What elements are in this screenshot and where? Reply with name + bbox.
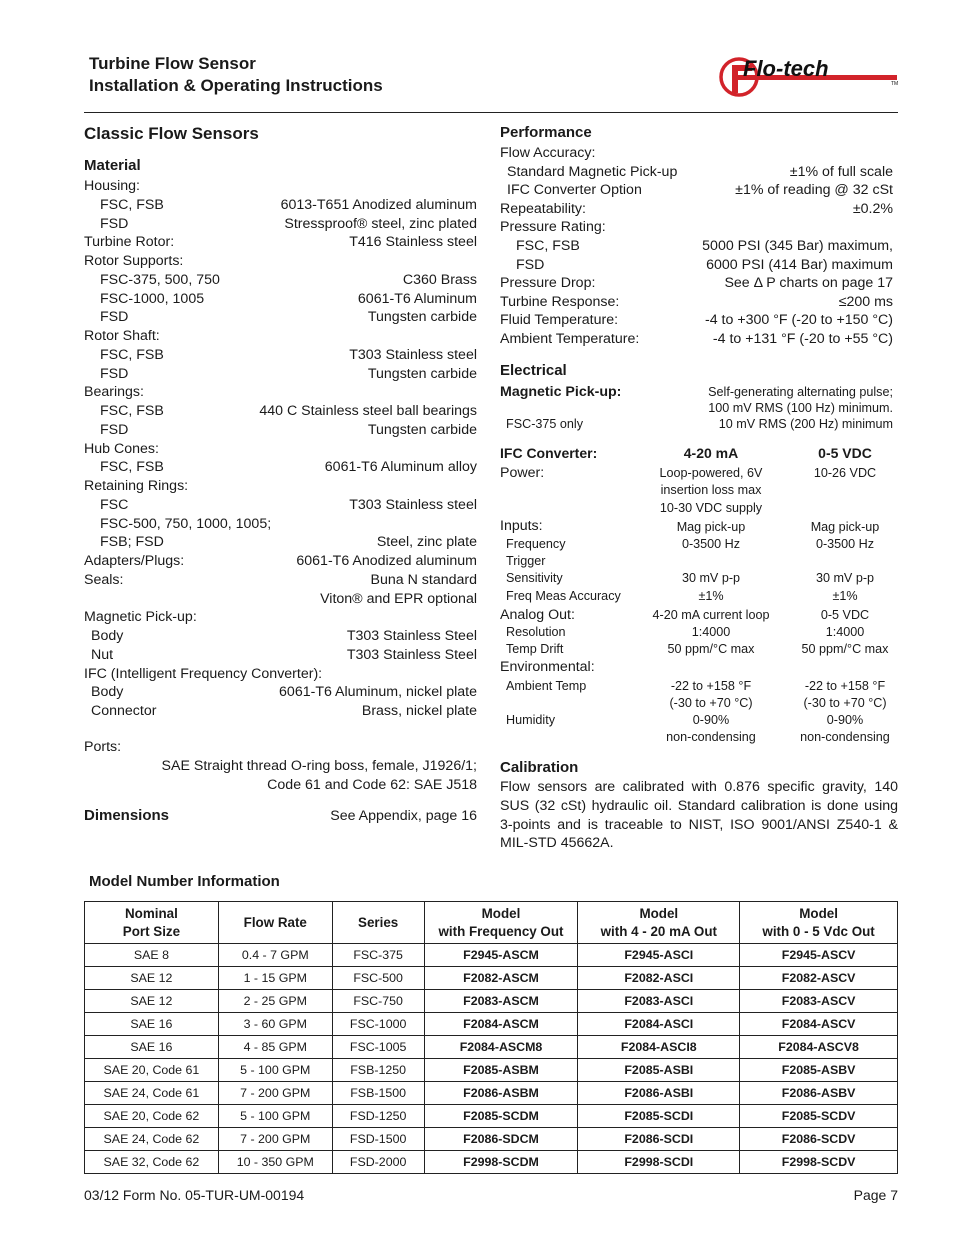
- material-label: Rotor Supports:: [84, 253, 184, 269]
- performance-value: -4 to +131 °F (-20 to +55 °C): [712, 331, 893, 347]
- table-cell: SAE 12: [85, 990, 219, 1013]
- ifc-value: Loop-powered, 6V: [659, 466, 763, 480]
- ifc-value: (-30 to +70 °C): [803, 696, 887, 710]
- ifc-value: 1:4000: [691, 625, 731, 639]
- table-cell: 2 - 25 GPM: [218, 990, 332, 1013]
- table-row: [85, 1105, 898, 1128]
- material-value: T416 Stainless steel: [349, 234, 477, 251]
- material-value: T303 Stainless steel: [349, 346, 477, 363]
- table-row: [85, 1013, 898, 1036]
- material-value: Steel, zinc plate: [376, 534, 477, 551]
- material-label: FSD: [100, 365, 129, 382]
- table-row: [85, 944, 898, 967]
- table-cell: 1 - 15 GPM: [218, 967, 332, 990]
- material-value: T303 Stainless Steel: [346, 628, 477, 644]
- table-cell: F2084-ASCV: [740, 1013, 898, 1036]
- table-cell: SAE 12: [85, 967, 219, 990]
- table-row: [85, 1059, 898, 1082]
- table-cell: F2086-ASBM: [424, 1082, 578, 1105]
- table-cell: FSD-2000: [332, 1151, 424, 1174]
- ifc-value: 50 ppm/°C max: [801, 642, 889, 656]
- table-cell: F2082-ASCI: [578, 967, 740, 990]
- material-value: Tungsten carbide: [367, 309, 477, 326]
- material-label: FSC, FSB: [100, 346, 164, 363]
- material-value: 6061-T6 Aluminum: [357, 290, 477, 307]
- ifc-value: -22 to +158 °F: [804, 679, 886, 693]
- table-cell: SAE 20, Code 62: [85, 1105, 219, 1128]
- table-body: [85, 944, 898, 1174]
- table-cell: SAE 8: [85, 944, 219, 967]
- material-label: Retaining Rings:: [84, 478, 189, 494]
- ports-line-1: SAE Straight thread O-ring boss, female, J1926/1;: [161, 758, 477, 774]
- power-label: Power:: [500, 465, 545, 481]
- table-cell: F2085-SCDV: [740, 1105, 898, 1128]
- fsc375-value: 10 mV RMS (200 Hz) minimum: [718, 417, 893, 431]
- table-cell: F2085-ASBI: [578, 1059, 740, 1082]
- table-cell: F2086-ASBI: [578, 1082, 740, 1105]
- table-row: [85, 1036, 898, 1059]
- table-cell: 4 - 85 GPM: [218, 1036, 332, 1059]
- table-cell: F2084-ASCI8: [578, 1036, 740, 1059]
- column-header-line-2: Port Size: [122, 923, 181, 939]
- material-label: Body: [91, 684, 124, 701]
- ifc-value: 10-30 VDC supply: [659, 501, 763, 515]
- performance-label: Repeatability:: [500, 200, 586, 217]
- ifc-col-1-header: 4-20 mA: [683, 445, 739, 461]
- column-header-line-1: Flow Rate: [243, 914, 307, 930]
- ifc-value: 0-90%: [826, 713, 864, 727]
- performance-label: IFC Converter Option: [507, 182, 642, 199]
- performance-label: FSC, FSB: [516, 238, 580, 254]
- column-header: [218, 902, 332, 944]
- ports-label: Ports:: [84, 739, 122, 755]
- material-label: Bearings:: [84, 384, 144, 401]
- electrical-heading: Electrical: [500, 362, 567, 379]
- table-row: [85, 1082, 898, 1105]
- table-cell: SAE 20, Code 61: [85, 1059, 219, 1082]
- title-line-1: Turbine Flow Sensor: [89, 54, 256, 73]
- material-label: Seals:: [84, 571, 124, 588]
- table-cell: F2082-ASCV: [740, 967, 898, 990]
- freq-accuracy-label: Freq Meas Accuracy: [506, 589, 621, 603]
- ifc-value: 30 mV p-p: [681, 571, 741, 585]
- material-value: Tungsten carbide: [367, 365, 477, 382]
- performance-value: 6000 PSI (414 Bar) maximum: [706, 256, 893, 273]
- ifc-value: insertion loss max: [660, 483, 762, 497]
- table-cell: SAE 16: [85, 1036, 219, 1059]
- fsc375-label: FSC-375 only: [506, 417, 583, 431]
- ifc-col-2-header: 0-5 VDC: [818, 445, 872, 461]
- material-value: 6061-T6 Aluminum, nickel plate: [279, 684, 477, 701]
- trigger-label: Trigger: [506, 554, 546, 568]
- performance-value: ±1% of reading @ 32 cSt: [735, 182, 893, 199]
- material-label: Hub Cones:: [84, 440, 159, 457]
- table-cell: F2085-SCDI: [578, 1105, 740, 1128]
- ifc-value: ±1%: [832, 589, 858, 603]
- material-label: Magnetic Pick-up:: [84, 609, 197, 626]
- table-cell: 7 - 200 GPM: [218, 1082, 332, 1105]
- footer-form-number: 03/12 Form No. 05-TUR-UM-00194: [84, 1187, 305, 1203]
- ports-line-2: Code 61 and Code 62: SAE J518: [267, 777, 477, 793]
- ifc-value: non-condensing: [800, 730, 890, 744]
- column-header-line-2: with 0 - 5 Vdc Out: [762, 923, 875, 939]
- table-cell: F2085-ASBV: [740, 1059, 898, 1082]
- table-cell: FSB-1500: [332, 1082, 424, 1105]
- column-header-line-1: Model: [481, 905, 521, 921]
- material-label: Adapters/Plugs:: [84, 553, 185, 569]
- column-header-line-1: Model: [639, 905, 679, 921]
- footer-page-number: Page 7: [853, 1187, 898, 1203]
- material-label: FSD: [100, 421, 129, 438]
- table-row: [85, 1128, 898, 1151]
- column-header-line-1: Nominal: [125, 905, 178, 921]
- table-cell: SAE 24, Code 62: [85, 1128, 219, 1151]
- table-cell: F2945-ASCV: [740, 944, 898, 967]
- column-header: [578, 902, 740, 944]
- table-cell: F2083-ASCI: [578, 990, 740, 1013]
- ifc-value: -22 to +158 °F: [670, 679, 752, 693]
- ifc-value: 4-20 mA current loop: [652, 608, 770, 622]
- column-header-line-2: with Frequency Out: [438, 923, 564, 939]
- table-cell: SAE 24, Code 61: [85, 1082, 219, 1105]
- ifc-value: 10-26 VDC: [813, 466, 877, 480]
- resolution-label: Resolution: [506, 625, 566, 639]
- table-row: [85, 990, 898, 1013]
- material-label: FSC: [100, 496, 129, 513]
- header-rule: [84, 112, 898, 113]
- performance-label: Ambient Temperature:: [500, 331, 640, 347]
- analog-out-label: Analog Out:: [500, 607, 575, 623]
- performance-value: ±0.2%: [852, 200, 893, 217]
- material-label: Nut: [91, 646, 114, 663]
- material-value: Buna N standard: [370, 571, 477, 588]
- ifc-value: 0-3500 Hz: [681, 537, 741, 551]
- title-line-2: Installation & Operating Instructions: [89, 76, 383, 95]
- ifc-value: 50 ppm/°C max: [667, 642, 755, 656]
- material-value: Stressproof® steel, zinc plated: [284, 215, 477, 232]
- model-number-table: [84, 901, 898, 1174]
- table-cell: F2945-ASCI: [578, 944, 740, 967]
- ifc-value: 0-5 VDC: [820, 608, 870, 622]
- flo-tech-logo: [719, 55, 899, 99]
- table-cell: F2084-ASCM: [424, 1013, 578, 1036]
- table-cell: FSC-1000: [332, 1013, 424, 1036]
- material-value: 6013-T651 Anodized aluminum: [280, 196, 477, 213]
- table-cell: F2086-SCDV: [740, 1128, 898, 1151]
- performance-value: ±1% of full scale: [789, 163, 893, 180]
- table-row: [85, 1151, 898, 1174]
- frequency-label: Frequency: [506, 537, 566, 551]
- mag-pickup-line-2: 100 mV RMS (100 Hz) minimum.: [708, 401, 893, 415]
- material-label: Housing:: [84, 178, 140, 194]
- table-cell: F2945-ASCM: [424, 944, 578, 967]
- table-cell: 7 - 200 GPM: [218, 1128, 332, 1151]
- material-value: T303 Stainless Steel: [346, 646, 477, 663]
- environmental-label: Environmental:: [500, 659, 595, 675]
- material-label: FSC-375, 500, 750: [100, 271, 220, 288]
- ifc-value: 1:4000: [825, 625, 865, 639]
- ifc-value: 0-90%: [692, 713, 730, 727]
- material-label: FSC, FSB: [100, 196, 164, 213]
- table-cell: SAE 16: [85, 1013, 219, 1036]
- humidity-label: Humidity: [506, 713, 555, 727]
- performance-heading: Performance: [500, 124, 592, 141]
- column-header-line-2: with 4 - 20 mA Out: [600, 923, 717, 939]
- material-label: Rotor Shaft:: [84, 328, 160, 344]
- material-value: C360 Brass: [402, 271, 477, 288]
- performance-label: Pressure Drop:: [500, 275, 596, 292]
- table-cell: F2084-ASCM8: [424, 1036, 578, 1059]
- table-cell: FSC-1005: [332, 1036, 424, 1059]
- mag-pickup-line-1: Self-generating alternating pulse;: [708, 385, 893, 399]
- material-value: T303 Stainless steel: [349, 496, 477, 513]
- performance-label: FSD: [516, 256, 545, 273]
- material-value: 440 C Stainless steel ball bearings: [259, 403, 477, 419]
- table-cell: SAE 32, Code 62: [85, 1151, 219, 1174]
- performance-label: Pressure Rating:: [500, 219, 606, 236]
- ifc-value: ±1%: [698, 589, 724, 603]
- material-label: Connector: [91, 703, 157, 719]
- ifc-value: 30 mV p-p: [815, 571, 875, 585]
- table-cell: 0.4 - 7 GPM: [218, 944, 332, 967]
- material-label: Body: [91, 628, 124, 644]
- ifc-value: Mag pick-up: [676, 520, 746, 534]
- table-cell: 10 - 350 GPM: [218, 1151, 332, 1174]
- inputs-label: Inputs:: [500, 518, 543, 534]
- ifc-value: non-condensing: [666, 730, 756, 744]
- table-cell: F2084-ASCV8: [740, 1036, 898, 1059]
- document-title: [89, 53, 383, 97]
- table-cell: F2085-ASBM: [424, 1059, 578, 1082]
- table-header-row: [85, 902, 898, 944]
- column-header-line-1: Series: [358, 914, 399, 930]
- table-cell: FSC-750: [332, 990, 424, 1013]
- performance-label: Fluid Temperature:: [500, 312, 619, 329]
- table-cell: FSC-375: [332, 944, 424, 967]
- column-header: [424, 902, 578, 944]
- material-label: FSC, FSB: [100, 403, 164, 419]
- dimensions-value: See Appendix, page 16: [330, 808, 477, 824]
- table-row: [85, 967, 898, 990]
- table-cell: 5 - 100 GPM: [218, 1059, 332, 1082]
- material-value: Viton® and EPR optional: [320, 590, 477, 607]
- table-cell: FSB-1250: [332, 1059, 424, 1082]
- temp-drift-label: Temp Drift: [506, 642, 564, 656]
- material-label: FSC-1000, 1005: [100, 290, 205, 307]
- table-cell: 5 - 100 GPM: [218, 1105, 332, 1128]
- sensitivity-label: Sensitivity: [506, 571, 563, 585]
- material-value: 6061-T6 Aluminum alloy: [324, 459, 477, 476]
- performance-value: 5000 PSI (345 Bar) maximum,: [702, 238, 893, 254]
- material-value: Brass, nickel plate: [361, 703, 477, 719]
- material-label: Turbine Rotor:: [84, 234, 175, 251]
- ifc-value: 0-3500 Hz: [815, 537, 875, 551]
- material-heading: Material: [84, 157, 141, 174]
- mag-pickup-label: Magnetic Pick-up:: [500, 384, 622, 400]
- table-cell: F2998-SCDM: [424, 1151, 578, 1174]
- table-cell: F2998-SCDI: [578, 1151, 740, 1174]
- table-cell: F2084-ASCI: [578, 1013, 740, 1036]
- material-label: FSD: [100, 215, 129, 232]
- performance-label: Standard Magnetic Pick-up: [507, 163, 678, 180]
- column-header: [332, 902, 424, 944]
- material-label: FSC, FSB: [100, 459, 164, 476]
- section-title: Classic Flow Sensors: [84, 124, 259, 143]
- table-cell: F2998-SCDV: [740, 1151, 898, 1174]
- column-header: [85, 902, 219, 944]
- table-cell: F2086-SCDI: [578, 1128, 740, 1151]
- logo-trademark: TM: [891, 81, 899, 87]
- performance-label: Flow Accuracy:: [500, 145, 596, 161]
- column-header-line-1: Model: [799, 905, 838, 921]
- table-cell: FSD-1500: [332, 1128, 424, 1151]
- calibration-text: Flow sensors are calibrated with 0.876 specific gravity, 140 SUS (32 cSt) hydraulic oil. Standard calibration is done using 3-points and is traceable to NIST, ISO 9001/ANSI Z540-1 & MIL-STD 45662A.: [500, 779, 898, 852]
- dimensions-label: Dimensions: [84, 807, 170, 824]
- table-cell: F2083-ASCM: [424, 990, 578, 1013]
- material-value: Tungsten carbide: [367, 421, 477, 438]
- material-label: FSC-500, 750, 1000, 1005;: [100, 515, 272, 532]
- performance-value: ≤200 ms: [838, 293, 893, 310]
- material-label: FSD: [100, 309, 129, 326]
- material-label: FSB; FSD: [100, 534, 164, 551]
- performance-value: -4 to +300 °F (-20 to +150 °C): [705, 312, 893, 329]
- ifc-value: (-30 to +70 °C): [669, 696, 753, 710]
- logo-text: Flo-tech: [743, 56, 829, 81]
- table-cell: F2083-ASCV: [740, 990, 898, 1013]
- column-header: [740, 902, 898, 944]
- table-cell: FSC-500: [332, 967, 424, 990]
- material-value: 6061-T6 Anodized aluminum: [296, 553, 477, 569]
- calibration-heading: Calibration: [500, 759, 579, 776]
- model-table-title: Model Number Information: [89, 873, 280, 890]
- material-label: IFC (Intelligent Frequency Converter):: [84, 665, 323, 682]
- table-cell: F2086-ASBV: [740, 1082, 898, 1105]
- performance-value: See Δ P charts on page 17: [724, 275, 893, 292]
- performance-label: Turbine Response:: [500, 293, 620, 310]
- table-cell: F2082-ASCM: [424, 967, 578, 990]
- table-cell: F2085-SCDM: [424, 1105, 578, 1128]
- table-cell: 3 - 60 GPM: [218, 1013, 332, 1036]
- ifc-value: Mag pick-up: [810, 520, 880, 534]
- table-cell: FSD-1250: [332, 1105, 424, 1128]
- ifc-label: IFC Converter:: [500, 445, 598, 461]
- ambient-temp-label: Ambient Temp: [506, 679, 587, 693]
- table-cell: F2086-SDCM: [424, 1128, 578, 1151]
